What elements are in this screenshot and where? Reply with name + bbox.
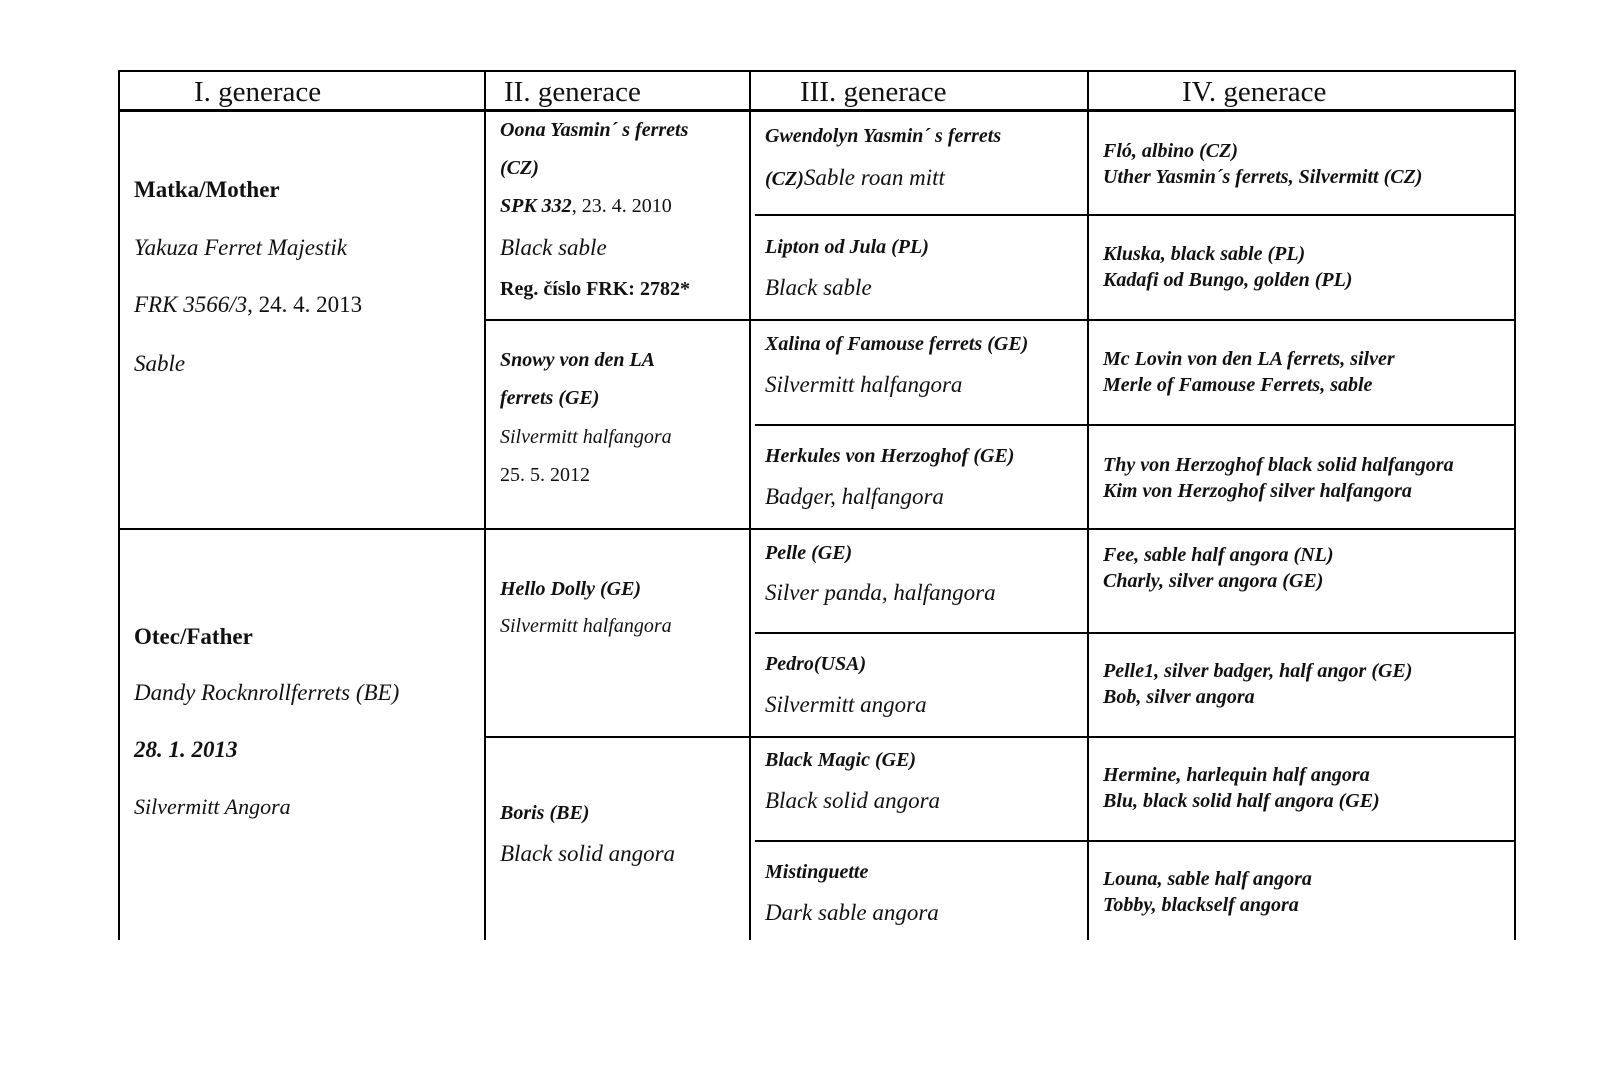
row-divider (755, 632, 1516, 634)
oona-color: Black sable (500, 235, 607, 260)
oona-spk-date: , 23. 4. 2010 (571, 195, 672, 217)
gen3-name: Black Magic (GE) (765, 749, 917, 771)
gen3-name: Pedro(USA) (765, 653, 867, 675)
gen4-line2: Charly, silver angora (GE) (1103, 570, 1324, 592)
gen3-name: Gwendolyn Yasmin´ s ferrets (765, 125, 1002, 147)
mother-reg-date: , 24. 4. 2013 (247, 292, 363, 317)
header-gen2: II. generace (504, 76, 641, 108)
gen4-line1: Hermine, harlequin half angora (1103, 764, 1370, 786)
oona-registration: Reg. číslo FRK: 2782* (500, 278, 690, 300)
row-divider (755, 840, 1516, 842)
column-divider (1087, 70, 1089, 940)
gen3-line2 (765, 166, 945, 189)
header-gen1: I. generace (194, 76, 322, 108)
gen3-name: Mistinguette (765, 861, 869, 883)
gen4-line2: Blu, black solid half angora (GE) (1103, 790, 1380, 812)
boris-name: Boris (BE) (500, 802, 590, 824)
gen3-color: Silver panda, halfangora (765, 580, 996, 605)
mother-color: Sable (134, 351, 186, 376)
gen4-line1: Fee, sable half angora (NL) (1103, 544, 1334, 566)
mother-role: Matka/Mother (134, 177, 280, 202)
gen4-line2: Bob, silver angora (1103, 686, 1255, 708)
gen4-line1: Fló, albino (CZ) (1103, 140, 1239, 162)
father-role: Otec/Father (134, 624, 253, 649)
mother-registration (134, 293, 362, 316)
gen4-line1: Thy von Herzoghof black solid halfangora (1103, 454, 1454, 476)
boris-color: Black solid angora (500, 841, 676, 866)
gen4-line2: Uther Yasmin´s ferrets, Silvermitt (CZ) (1103, 166, 1423, 188)
table-border-right (1514, 70, 1516, 940)
gen4-line2: Kim von Herzoghof silver halfangora (1103, 480, 1412, 502)
oona-spk-code: SPK 332 (500, 195, 572, 217)
gen3-color: Silvermitt angora (765, 692, 927, 717)
gen3-color: Dark sable angora (765, 900, 939, 925)
gen4-line1: Mc Lovin von den LA ferrets, silver (1103, 348, 1395, 370)
header-gen3: III. generace (800, 76, 947, 108)
header-gen4: IV. generace (1182, 76, 1327, 108)
gen3-color: Black sable (765, 275, 872, 300)
gen3-name: Pelle (GE) (765, 542, 853, 564)
header-divider (118, 109, 1516, 112)
oona-country: (CZ) (500, 157, 539, 179)
gen4-line2: Merle of Famouse Ferrets, sable (1103, 374, 1373, 396)
row-divider (485, 736, 1516, 738)
gen4-line1: Louna, sable half angora (1103, 868, 1312, 890)
gen4-line2: Tobby, blackself angora (1103, 894, 1299, 916)
mother-reg-code: FRK 3566/3 (134, 292, 248, 317)
oona-spk (500, 196, 672, 216)
row-divider (485, 319, 1516, 321)
mother-name: Yakuza Ferret Majestik (134, 235, 347, 260)
table-border-left (118, 70, 120, 940)
row-divider (755, 214, 1516, 216)
oona-name: Oona Yasmin´ s ferrets (500, 119, 689, 141)
gen3-name: Lipton od Jula (PL) (765, 236, 929, 258)
dolly-color: Silvermitt halfangora (500, 615, 672, 637)
column-divider (484, 70, 486, 940)
column-divider (749, 70, 751, 940)
gen3-color: Black solid angora (765, 788, 941, 813)
father-date: 28. 1. 2013 (134, 737, 238, 762)
gen4-line2: Kadafi od Bungo, golden (PL) (1103, 269, 1353, 291)
dolly-name: Hello Dolly (GE) (500, 578, 642, 600)
snowy-color: Silvermitt halfangora (500, 426, 672, 448)
gen3-color: Badger, halfangora (765, 484, 944, 509)
row-divider (118, 528, 1516, 530)
gen3-country: (CZ) (765, 168, 804, 190)
gen3-color: Sable roan mitt (803, 165, 945, 190)
father-name: Dandy Rocknrollferrets (BE) (134, 680, 400, 705)
father-color: Silvermitt Angora (134, 794, 291, 819)
gen3-name: Herkules von Herzoghof (GE) (765, 445, 1015, 467)
snowy-date: 25. 5. 2012 (500, 464, 590, 486)
gen4-line1: Kluska, black sable (PL) (1103, 243, 1306, 265)
table-border-top (118, 70, 1516, 72)
snowy-country: ferrets (GE) (500, 387, 600, 409)
snowy-name: Snowy von den LA (500, 349, 656, 371)
gen3-name: Xalina of Famouse ferrets (GE) (765, 333, 1029, 355)
gen3-color: Silvermitt halfangora (765, 372, 963, 397)
row-divider (755, 424, 1516, 426)
gen4-line1: Pelle1, silver badger, half angor (GE) (1103, 660, 1413, 682)
